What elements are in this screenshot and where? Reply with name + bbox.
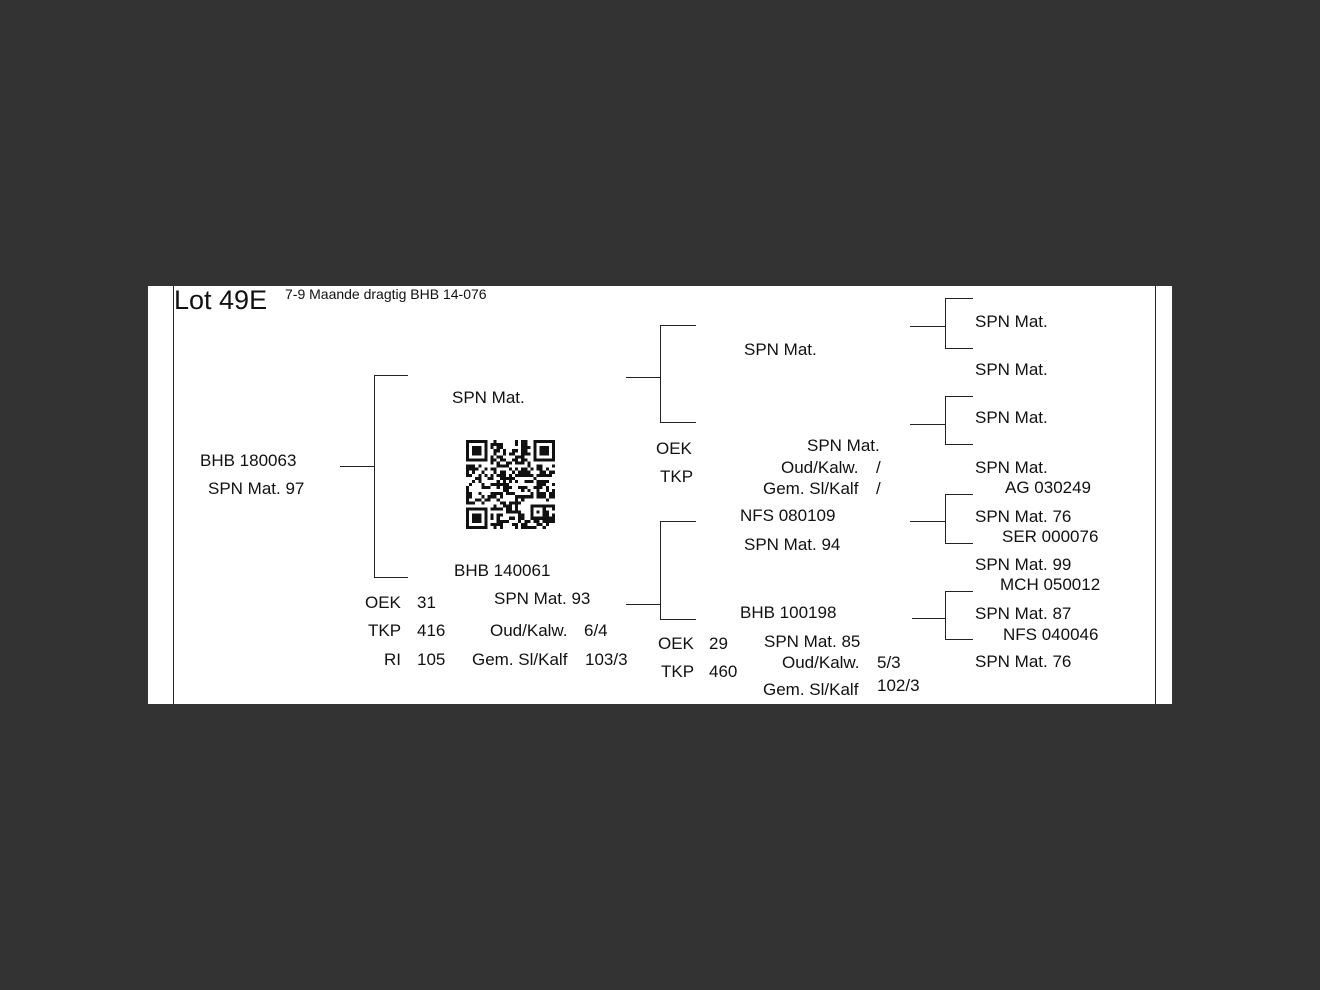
dam-gem-value: 103/3: [585, 650, 628, 669]
ggp-id: SER 000076: [1002, 527, 1099, 546]
dam-sire-id: NFS 080109: [740, 506, 836, 525]
pedigree-connector: [945, 444, 973, 445]
pedigree-connector: [374, 375, 375, 578]
pedigree-connector: [945, 494, 973, 495]
sire-dam-gem-value: /: [876, 479, 881, 498]
pedigree-connector: [945, 298, 973, 299]
ggp-breeder: SPN Mat. 99: [975, 555, 1072, 574]
sire-dam-oud-kalw-label: Oud/Kalw.: [781, 458, 859, 477]
right-border-rule: [1155, 286, 1156, 704]
sire-dam-oek-label: OEK: [656, 439, 692, 458]
pedigree-connector: [626, 377, 661, 378]
pedigree-connector: [945, 639, 973, 640]
left-border-rule: [173, 286, 174, 704]
dam-oek-label: OEK: [365, 593, 401, 612]
pedigree-connector: [945, 298, 946, 349]
pedigree-connector: [910, 326, 945, 327]
pedigree-connector: [945, 543, 973, 544]
ggp-id: MCH 050012: [1000, 575, 1101, 594]
ggp-breeder: SPN Mat. 76: [975, 507, 1072, 526]
pedigree-connector: [945, 591, 973, 592]
sire-sire-breeder: SPN Mat.: [744, 340, 817, 359]
dam-ri-value: 105: [417, 650, 446, 669]
pedigree-card: [148, 286, 1172, 704]
dam-breeder: SPN Mat. 93: [494, 589, 591, 608]
dam-dam-oek-value: 29: [709, 634, 728, 653]
pedigree-connector: [945, 494, 946, 544]
dam-tkp-value: 416: [417, 621, 446, 640]
pedigree-connector: [374, 577, 408, 578]
dam-oud-kalw-label: Oud/Kalw.: [490, 621, 568, 640]
pedigree-connector: [660, 325, 696, 326]
dam-gem-label: Gem. Sl/Kalf: [472, 650, 568, 669]
dam-id: BHB 140061: [454, 561, 551, 580]
dam-tkp-label: TKP: [368, 621, 402, 640]
dam-dam-id: BHB 100198: [740, 603, 837, 622]
qr-code-icon: [466, 440, 555, 529]
pedigree-connector: [660, 325, 661, 423]
dam-dam-gem-value: 102/3: [877, 676, 920, 695]
sire-breeder: SPN Mat.: [452, 388, 525, 407]
pedigree-connector: [660, 422, 696, 423]
pedigree-connector: [626, 604, 661, 605]
pedigree-connector: [945, 591, 946, 640]
pedigree-connector: [945, 396, 946, 445]
dam-dam-tkp-value: 460: [709, 662, 738, 681]
animal-breeder: SPN Mat. 97: [208, 479, 305, 498]
animal-id: BHB 180063: [200, 451, 297, 470]
pedigree-connector: [945, 396, 973, 397]
pedigree-connector: [660, 521, 696, 522]
dam-sire-breeder: SPN Mat. 94: [744, 535, 841, 554]
pedigree-connector: [910, 424, 945, 425]
ggp-breeder: SPN Mat.: [975, 408, 1048, 427]
pedigree-connector: [340, 466, 375, 467]
sire-dam-gem-label: Gem. Sl/Kalf: [763, 479, 859, 498]
ggp-breeder: SPN Mat. 76: [975, 652, 1072, 671]
dam-ri-label: RI: [384, 650, 401, 669]
lot-subtitle: 7-9 Maande dragtig BHB 14-076: [285, 286, 487, 302]
pedigree-connector: [374, 375, 408, 376]
pedigree-connector: [910, 521, 945, 522]
dam-dam-gem-label: Gem. Sl/Kalf: [763, 680, 859, 699]
pedigree-connector: [912, 618, 945, 619]
ggp-breeder: SPN Mat.: [975, 312, 1048, 331]
lot-title: Lot 49E: [174, 286, 268, 315]
pedigree-connector: [660, 619, 696, 620]
ggp-id: AG 030249: [1005, 478, 1092, 497]
ggp-breeder: SPN Mat.: [975, 458, 1048, 477]
dam-oud-kalw-value: 6/4: [584, 621, 608, 640]
ggp-breeder: SPN Mat. 87: [975, 604, 1072, 623]
ggp-id: NFS 040046: [1003, 625, 1099, 644]
dam-dam-tkp-label: TKP: [661, 662, 695, 681]
dam-dam-oud-kalw-value: 5/3: [877, 653, 901, 672]
sire-dam-breeder: SPN Mat.: [807, 436, 880, 455]
sire-dam-oud-kalw-value: /: [876, 458, 881, 477]
dam-dam-oud-kalw-label: Oud/Kalw.: [782, 653, 860, 672]
pedigree-connector: [945, 348, 973, 349]
pedigree-connector: [660, 521, 661, 620]
dam-oek-value: 31: [417, 593, 436, 612]
sire-dam-tkp-label: TKP: [660, 467, 694, 486]
ggp-breeder: SPN Mat.: [975, 360, 1048, 379]
dam-dam-oek-label: OEK: [658, 634, 694, 653]
dam-dam-breeder: SPN Mat. 85: [764, 632, 861, 651]
